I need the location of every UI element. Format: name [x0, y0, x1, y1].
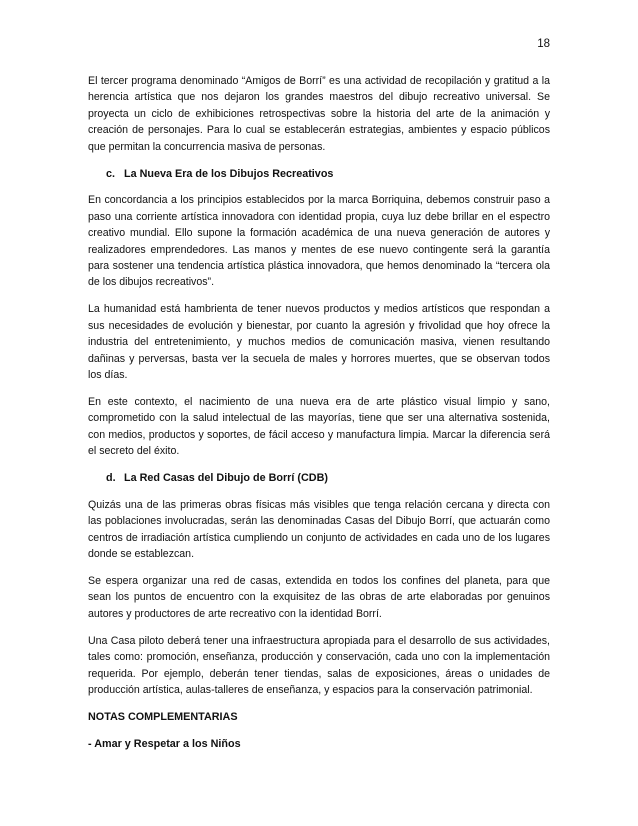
heading-notas-complementarias: NOTAS COMPLEMENTARIAS — [88, 710, 238, 723]
paragraph-casas-del-dibujo: Quizás una de las primeras obras físicas más visibles que tenga relación cercana y directa con las poblaciones involucradas, serán las denominadas Casas del Dibujo Borrí, que actuarán como centros de irradiación artística cumpliendo un conjunto de actividades en cada uno de los lugares donde se establezcan. — [88, 498, 550, 561]
section-marker: c. — [106, 167, 116, 180]
paragraph-red-de-casas: Se espera organizar una red de casas, extendida en todos los confines del planeta, para que sean los puntos de encuentro con la exquisitez de las obras de arte elaboradas por genuinos autores y productores de arte recreativo con la identidad Borrí. — [88, 575, 550, 620]
paragraph-amigos-de-borri: El tercer programa denominado “Amigos de Borrí” es una actividad de recopilación y gratitud a la herencia artística que nos dejaron los grandes maestros del dibujo recreativo universal. Se proyecta un ciclo de exhibiciones retrospectivas sobre la historia del arte de la animación y creación de personajes. Para lo cual se establecerán estrategias, ambientes y espacio públicos que permitan la concurrencia masiva de personas. — [88, 75, 550, 153]
section-title: La Nueva Era de los Dibujos Recreativos — [124, 167, 334, 180]
paragraph-humanidad: La humanidad está hambrienta de tener nuevos productos y medios artísticos que respondan a sus necesidades de evolución y bienestar, por cuanto la agresión y frivolidad que hoy ofrece la industria del entretenimiento, y muchos medios de comunicación masiva, vienen resultando dañinas y perversas, basta ver la secuela de males y horrores muertes, que se observan todos los días. — [88, 303, 550, 381]
paragraph-concordancia: En concordancia a los principios establecidos por la marca Borriquina, debemos construir paso a paso una corriente artística innovadora con identidad propia, cuya luz debe brillar en el espectro creativo mundial. Ello supone la formación académica de una nueva generación de autores y realizadores emprendedores. Las manos y mentes de ese nuevo contingente será la garantía para sostener una tendencia artística plástica innovadora, que hemos denominado la “tercera ola de los dibujos recreativos”. — [88, 194, 550, 289]
section-marker: d. — [106, 472, 116, 485]
page-content — [88, 73, 550, 763]
paragraph-casa-piloto: Una Casa piloto deberá tener una infraestructura apropiada para el desarrollo de sus actividades, tales como: promoción, enseñanza, producción y conservación, cada uno con la implementación requerida. Por ejemplo, deberán tener tiendas, salas de exposiciones, áreas o unidades de producción artística, aulas-talleres de enseñanza, y espacios para la conservación patrimonial. — [88, 634, 550, 696]
paragraph-contexto: En este contexto, el nacimiento de una nueva era de arte plástico visual limpio y sano, comprometido con la salud intelectual de las mayorías, tiene que ser una alternativa sostenida, con medios, productos y soportes, de fácil acceso y manufactura limpia. Marcar la diferencia será el secreto del éxito. — [88, 395, 550, 458]
section-heading-c — [88, 166, 550, 182]
page-number: 18 — [537, 38, 550, 50]
section-title: La Red Casas del Dibujo de Borrí (CDB) — [124, 472, 328, 485]
heading-amar-y-respetar: - Amar y Respetar a los Niños — [88, 737, 241, 750]
section-heading-d — [88, 470, 550, 486]
